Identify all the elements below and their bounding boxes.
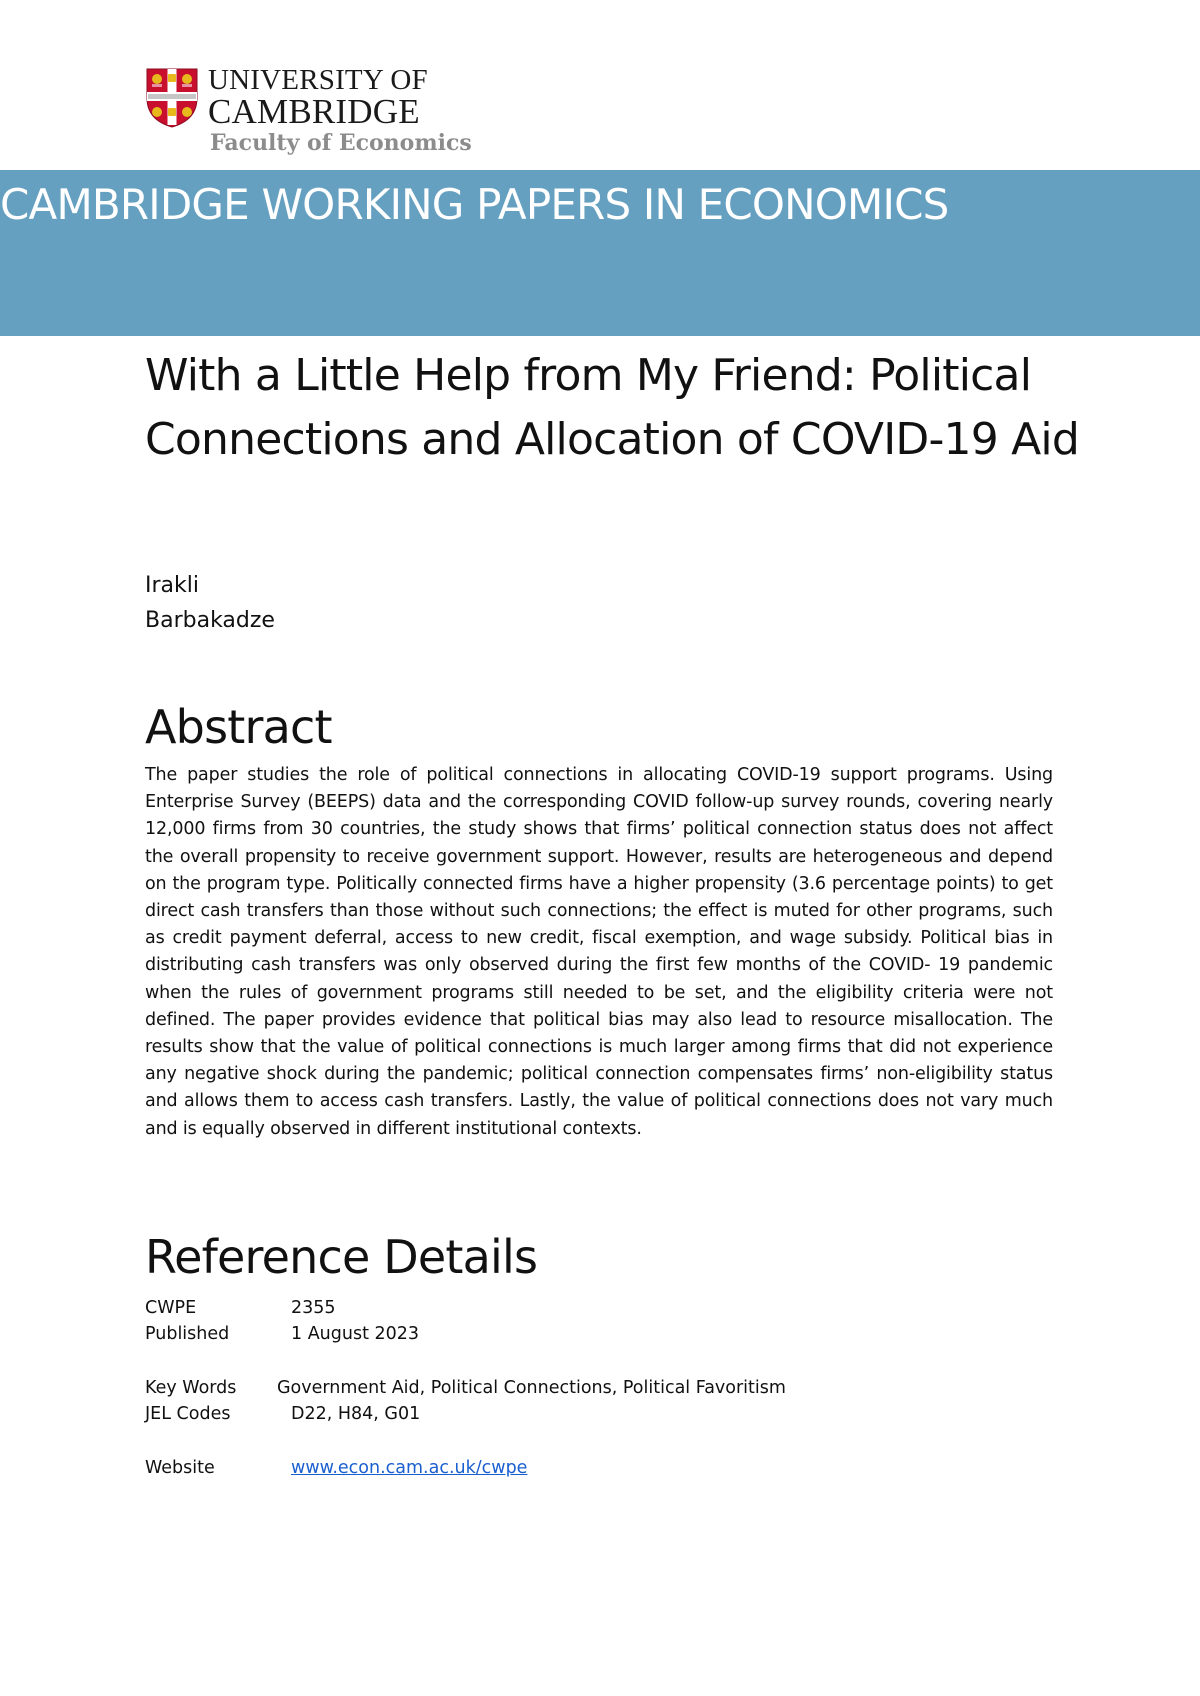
paper-title: With a Little Help from My Friend: Political Connections and Allocation of COVID-19 Aid	[145, 350, 1079, 465]
author-first-name: Irakli	[145, 573, 199, 598]
website-link[interactable]: www.econ.cam.ac.uk/cwpe	[291, 1458, 528, 1478]
series-title: CAMBRIDGE WORKING PAPERS IN ECONOMICS	[0, 180, 949, 229]
jel-label: JEL Codes	[145, 1404, 231, 1424]
abstract-heading: Abstract	[145, 700, 332, 754]
published-label: Published	[145, 1324, 230, 1344]
keywords-label: Key Words	[145, 1378, 237, 1398]
abstract-text: The paper studies the role of political connections in allocating COVID-19 support programs. Using Enterprise Survey (BEEPS) data and the corresponding COVID follow-up survey rounds, covering nearly 12,000 firms from 30 countries, the study shows that firms’ political connection status does not affect the overall propensity to receive government support. However, results are heterogeneous and depend on the program type. Politically connected firms have a higher propensity (3.6 percentage points) to get direct cash transfers than those without such connections; the effect is muted for other programs, such as credit payment deferral, access to new credit, fiscal exemption, and wage subsidy. Political bias in distributing cash transfers was only observed during the first few months of the COVID- 19 pandemic when the rules of government programs still needed to be set, and the eligibility criteria were not defined. The paper provides evidence that political bias may also lead to resource misallocation. The results show that the value of political connections is much larger among firms that did not experience any negative shock during the pandemic; political connection compensates firms’ non-eligibility status and allows them to access cash transfers. Lastly, the value of political connections does not vary much and is equally observed in different institutional contexts.	[145, 765, 1053, 1139]
reference-details-heading: Reference Details	[145, 1230, 538, 1284]
cwpe-value: 2355	[291, 1298, 336, 1318]
university-name-line2: CAMBRIDGE	[208, 92, 420, 131]
website-label: Website	[145, 1458, 215, 1478]
author-last-name: Barbakadze	[145, 608, 275, 633]
university-logo	[146, 64, 526, 168]
cambridge-shield-icon	[146, 68, 198, 128]
university-name-line1: UNIVERSITY OF	[208, 64, 428, 96]
cwpe-label: CWPE	[145, 1298, 197, 1318]
faculty-name: Faculty of Economics	[210, 130, 472, 156]
jel-value: D22, H84, G01	[291, 1404, 421, 1424]
published-value: 1 August 2023	[291, 1324, 420, 1344]
author	[145, 568, 445, 638]
keywords-value: Government Aid, Political Connections, Political Favoritism	[277, 1378, 786, 1398]
